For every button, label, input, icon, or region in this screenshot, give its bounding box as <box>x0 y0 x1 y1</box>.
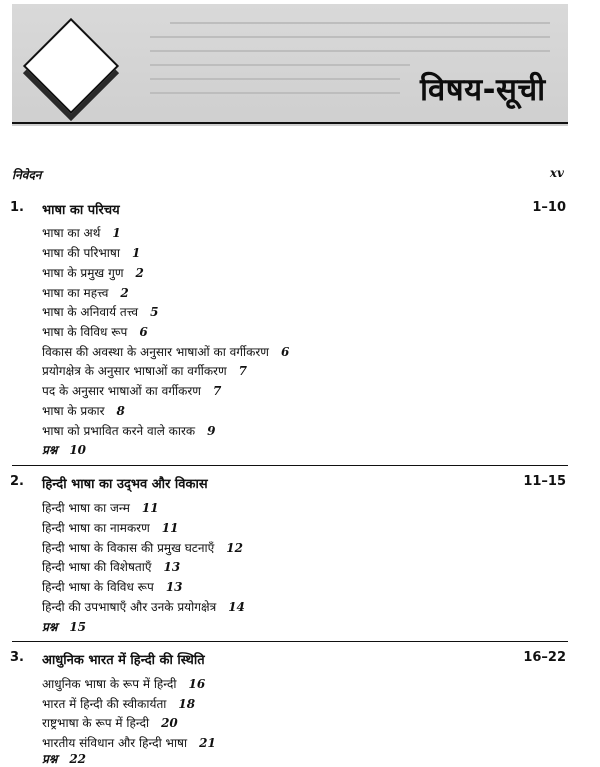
toc-entry-text: हिन्दी भाषा का नामकरण <box>42 521 150 535</box>
toc-entry-page: 7 <box>238 364 247 378</box>
section-divider <box>12 641 568 642</box>
toc-entry-text: भाषा के प्रकार <box>42 404 105 418</box>
toc-entry[interactable] <box>42 362 247 379</box>
toc-entry[interactable] <box>42 422 216 439</box>
toc-entry-text: भाषा का अर्थ <box>42 226 101 240</box>
toc-entry[interactable] <box>42 539 243 556</box>
toc-entry-page: 7 <box>212 384 222 398</box>
toc-entry[interactable] <box>42 343 289 360</box>
toc-entry-page: 5 <box>150 305 159 319</box>
toc-entry[interactable] <box>42 695 195 712</box>
toc-entry-page: 6 <box>280 345 290 359</box>
toc-entry[interactable] <box>42 284 129 301</box>
toc-entry-text: भाषा के प्रमुख गुण <box>42 266 124 280</box>
ghost-text-line <box>150 36 550 38</box>
toc-entry-page: 15 <box>69 620 87 634</box>
toc-entry[interactable] <box>42 323 148 340</box>
toc-entry-page: 10 <box>69 443 87 457</box>
toc-entry-text: प्रश्न <box>42 443 58 457</box>
toc-entry-text: हिन्दी भाषा का जन्म <box>42 501 130 515</box>
toc-entry-page: 20 <box>161 716 178 730</box>
toc-entry-questions[interactable] <box>42 441 86 458</box>
chapter-page-range: 16–22 <box>523 650 566 665</box>
chapter-title: आधुनिक भारत में हिन्दी की स्थिति <box>42 653 205 668</box>
toc-entry-text: हिन्दी भाषा के विकास की प्रमुख घटनाएँ <box>42 541 215 555</box>
toc-entry-page: 11 <box>141 501 159 515</box>
toc-entry[interactable] <box>42 402 125 419</box>
toc-entry-text: प्रश्न <box>42 620 58 634</box>
toc-entry-page: 6 <box>139 325 148 339</box>
page-title: विषय-सूची <box>420 72 546 108</box>
chapter-page-range: 1–10 <box>532 200 566 215</box>
chapter-number: 2. <box>10 474 24 489</box>
toc-entry-page: 16 <box>188 677 206 691</box>
ghost-text-line <box>150 92 400 94</box>
ghost-text-line <box>150 64 410 66</box>
toc-entry-text: भारतीय संविधान और हिन्दी भाषा <box>42 736 188 750</box>
toc-entry-text: पद के अनुसार भाषाओं का वर्गीकरण <box>42 384 201 398</box>
chapter-page-range: 11–15 <box>523 474 566 489</box>
ghost-text-line <box>170 22 550 24</box>
toc-entry-text: आधुनिक भाषा के रूप में हिन्दी <box>42 677 177 691</box>
toc-entry-text: हिन्दी भाषा के विविध रूप <box>42 580 154 594</box>
toc-entry[interactable] <box>42 598 245 615</box>
toc-entry-questions[interactable] <box>42 618 86 635</box>
toc-entry-page: 14 <box>228 600 245 614</box>
toc-entry-page: 13 <box>165 580 183 594</box>
toc-entry-page: 22 <box>69 752 87 766</box>
toc-entry-text: भाषा के विविध रूप <box>42 325 128 339</box>
toc-entry-page: 1 <box>112 226 121 240</box>
toc-entry-page: 2 <box>120 286 129 300</box>
toc-entry[interactable] <box>42 558 180 575</box>
toc-entry-questions[interactable] <box>42 750 86 767</box>
toc-entry-text: प्रश्न <box>42 752 58 766</box>
preface-page: xv <box>549 166 564 180</box>
chapter-number: 1. <box>10 200 24 215</box>
toc-entry[interactable] <box>42 734 216 751</box>
header-rule <box>12 122 568 124</box>
toc-entry-page: 9 <box>207 424 216 438</box>
section-divider <box>12 465 568 466</box>
preface-label: निवेदन <box>12 168 42 182</box>
toc-entry-page: 2 <box>135 266 144 280</box>
toc-entry-text: राष्ट्रभाषा के रूप में हिन्दी <box>42 716 150 730</box>
toc-entry[interactable] <box>42 303 158 320</box>
toc-entry[interactable] <box>42 499 159 516</box>
toc-entry-page: 1 <box>131 246 141 260</box>
toc-entry-text: भाषा को प्रभावित करने वाले कारक <box>42 424 196 438</box>
header-banner <box>0 0 600 135</box>
toc-entry[interactable] <box>42 264 144 281</box>
toc-entry-text: हिन्दी भाषा की विशेषताएँ <box>42 560 152 574</box>
toc-entry-page: 18 <box>178 697 196 711</box>
toc-entry[interactable] <box>42 714 178 731</box>
toc-entry-text: विकास की अवस्था के अनुसार भाषाओं का वर्गीकरण <box>42 345 269 359</box>
toc-entry-text: भारत में हिन्दी की स्वीकार्यता <box>42 697 167 711</box>
toc-entry-page: 13 <box>163 560 181 574</box>
toc-entry-text: प्रयोगक्षेत्र के अनुसार भाषाओं का वर्गीकरण <box>42 364 227 378</box>
toc-entry[interactable] <box>42 382 221 399</box>
toc-entry-text: हिन्दी की उपभाषाएँ और उनके प्रयोगक्षेत्र <box>42 600 217 614</box>
toc-entry-page: 21 <box>199 736 216 750</box>
chapter-title: हिन्दी भाषा का उद्‌भव और विकास <box>42 477 208 492</box>
toc-entry-page: 8 <box>116 404 125 418</box>
toc-entry[interactable] <box>42 244 140 261</box>
toc-entry-text: भाषा की परिभाषा <box>42 246 120 260</box>
chapter-title: भाषा का परिचय <box>42 203 120 218</box>
ghost-text-line <box>150 78 400 80</box>
toc-entry-page: 12 <box>226 541 243 555</box>
toc-entry-text: भाषा के अनिवार्य तत्त्व <box>42 305 139 319</box>
toc-entry-text: भाषा का महत्त्व <box>42 286 109 300</box>
ghost-text-line <box>150 50 550 52</box>
chapter-number: 3. <box>10 650 24 665</box>
toc-entry[interactable] <box>42 224 121 241</box>
toc-entry[interactable] <box>42 519 178 536</box>
toc-entry[interactable] <box>42 675 205 692</box>
toc-entry-page: 11 <box>161 521 179 535</box>
toc-entry[interactable] <box>42 578 183 595</box>
